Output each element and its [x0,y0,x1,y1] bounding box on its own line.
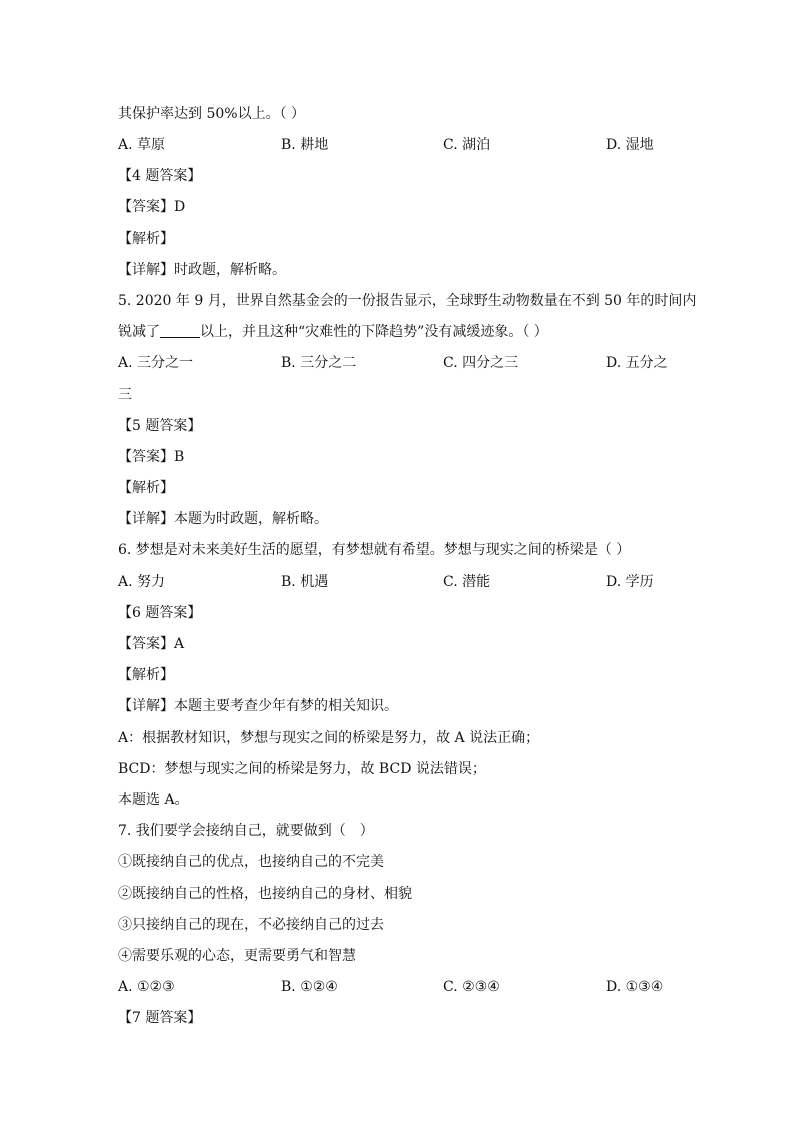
q5-option-d-wrap: 三 [118,387,132,403]
q6-conclusion: 本题选 A。 [118,792,189,808]
q6-answer: 【答案】A [118,636,185,652]
q7-answer-header: 【7 题答案】 [118,1010,202,1026]
q5-answer-header: 【5 题答案】 [118,418,202,434]
q7-option-a: A. ①②③ [118,979,175,995]
q5-option-d: D. 五分之 [606,355,668,371]
q6-analysis-label: 【解析】 [118,667,174,683]
q6-option-c: C. 潜能 [443,574,491,590]
q5-analysis-label: 【解析】 [118,480,174,496]
q5-option-b: B. 三分之二 [281,355,357,371]
q7-statement-4: ④需要乐观的心态，更需要勇气和智慧 [118,948,356,964]
q6-stem: 6. 梦想是对未来美好生活的愿望，有梦想就有希望。梦想与现实之间的桥梁是（ ） [118,542,631,558]
q5-stem-part1: 锐减了 [118,324,160,340]
q6-answer-header: 【6 题答案】 [118,605,202,621]
q6-explain-a: A：根据教材知识，梦想与现实之间的桥梁是努力，故 A 说法正确； [118,730,540,746]
q6-option-d: D. 学历 [606,574,654,590]
q5-option-c: C. 四分之三 [443,355,519,371]
question-continuation: 其保护率达到 50%以上。（ ） [118,106,306,122]
q4-option-b: B. 耕地 [281,137,329,153]
q4-option-d: D. 湿地 [606,137,654,153]
q4-option-c: C. 湖泊 [443,137,491,153]
q7-statement-3: ③只接纳自己的现在，不必接纳自己的过去 [118,917,384,933]
q7-option-d: D. ①③④ [606,979,664,995]
q4-option-a: A. 草原 [118,137,166,153]
q5-stem-line2 [118,322,548,342]
fill-in-blank [160,323,200,338]
q6-explain-bcd: BCD：梦想与现实之间的桥梁是努力，故 BCD 说法错误； [118,761,486,777]
q5-answer: 【答案】B [118,449,185,465]
q4-answer-header: 【4 题答案】 [118,168,202,184]
q6-option-a: A. 努力 [118,574,166,590]
q5-stem-part2: 以上，并且这种“灾难性的下降趋势”没有减缓迹象。（ ） [200,324,548,340]
q5-option-a: A. 三分之一 [118,355,194,371]
q6-option-b: B. 机遇 [281,574,329,590]
q7-statement-2: ②既接纳自己的性格，也接纳自己的身材、相貌 [118,886,412,902]
q7-stem: 7. 我们要学会接纳自己，就要做到（ ） [118,823,374,839]
q5-stem-line1: 5. 2020 年 9 月，世界自然基金会的一份报告显示，全球野生动物数量在不到 50 年的时间内 [118,293,697,309]
q4-detail: 【详解】时政题，解析略。 [118,262,286,278]
q6-detail: 【详解】本题主要考查少年有梦的相关知识。 [118,698,398,714]
q4-analysis-label: 【解析】 [118,231,174,247]
q5-detail: 【详解】本题为时政题，解析略。 [118,511,328,527]
q4-answer: 【答案】D [118,199,186,215]
q7-option-b: B. ①②④ [281,979,338,995]
q7-option-c: C. ②③④ [443,979,500,995]
q7-statement-1: ①既接纳自己的优点，也接纳自己的不完美 [118,854,384,870]
